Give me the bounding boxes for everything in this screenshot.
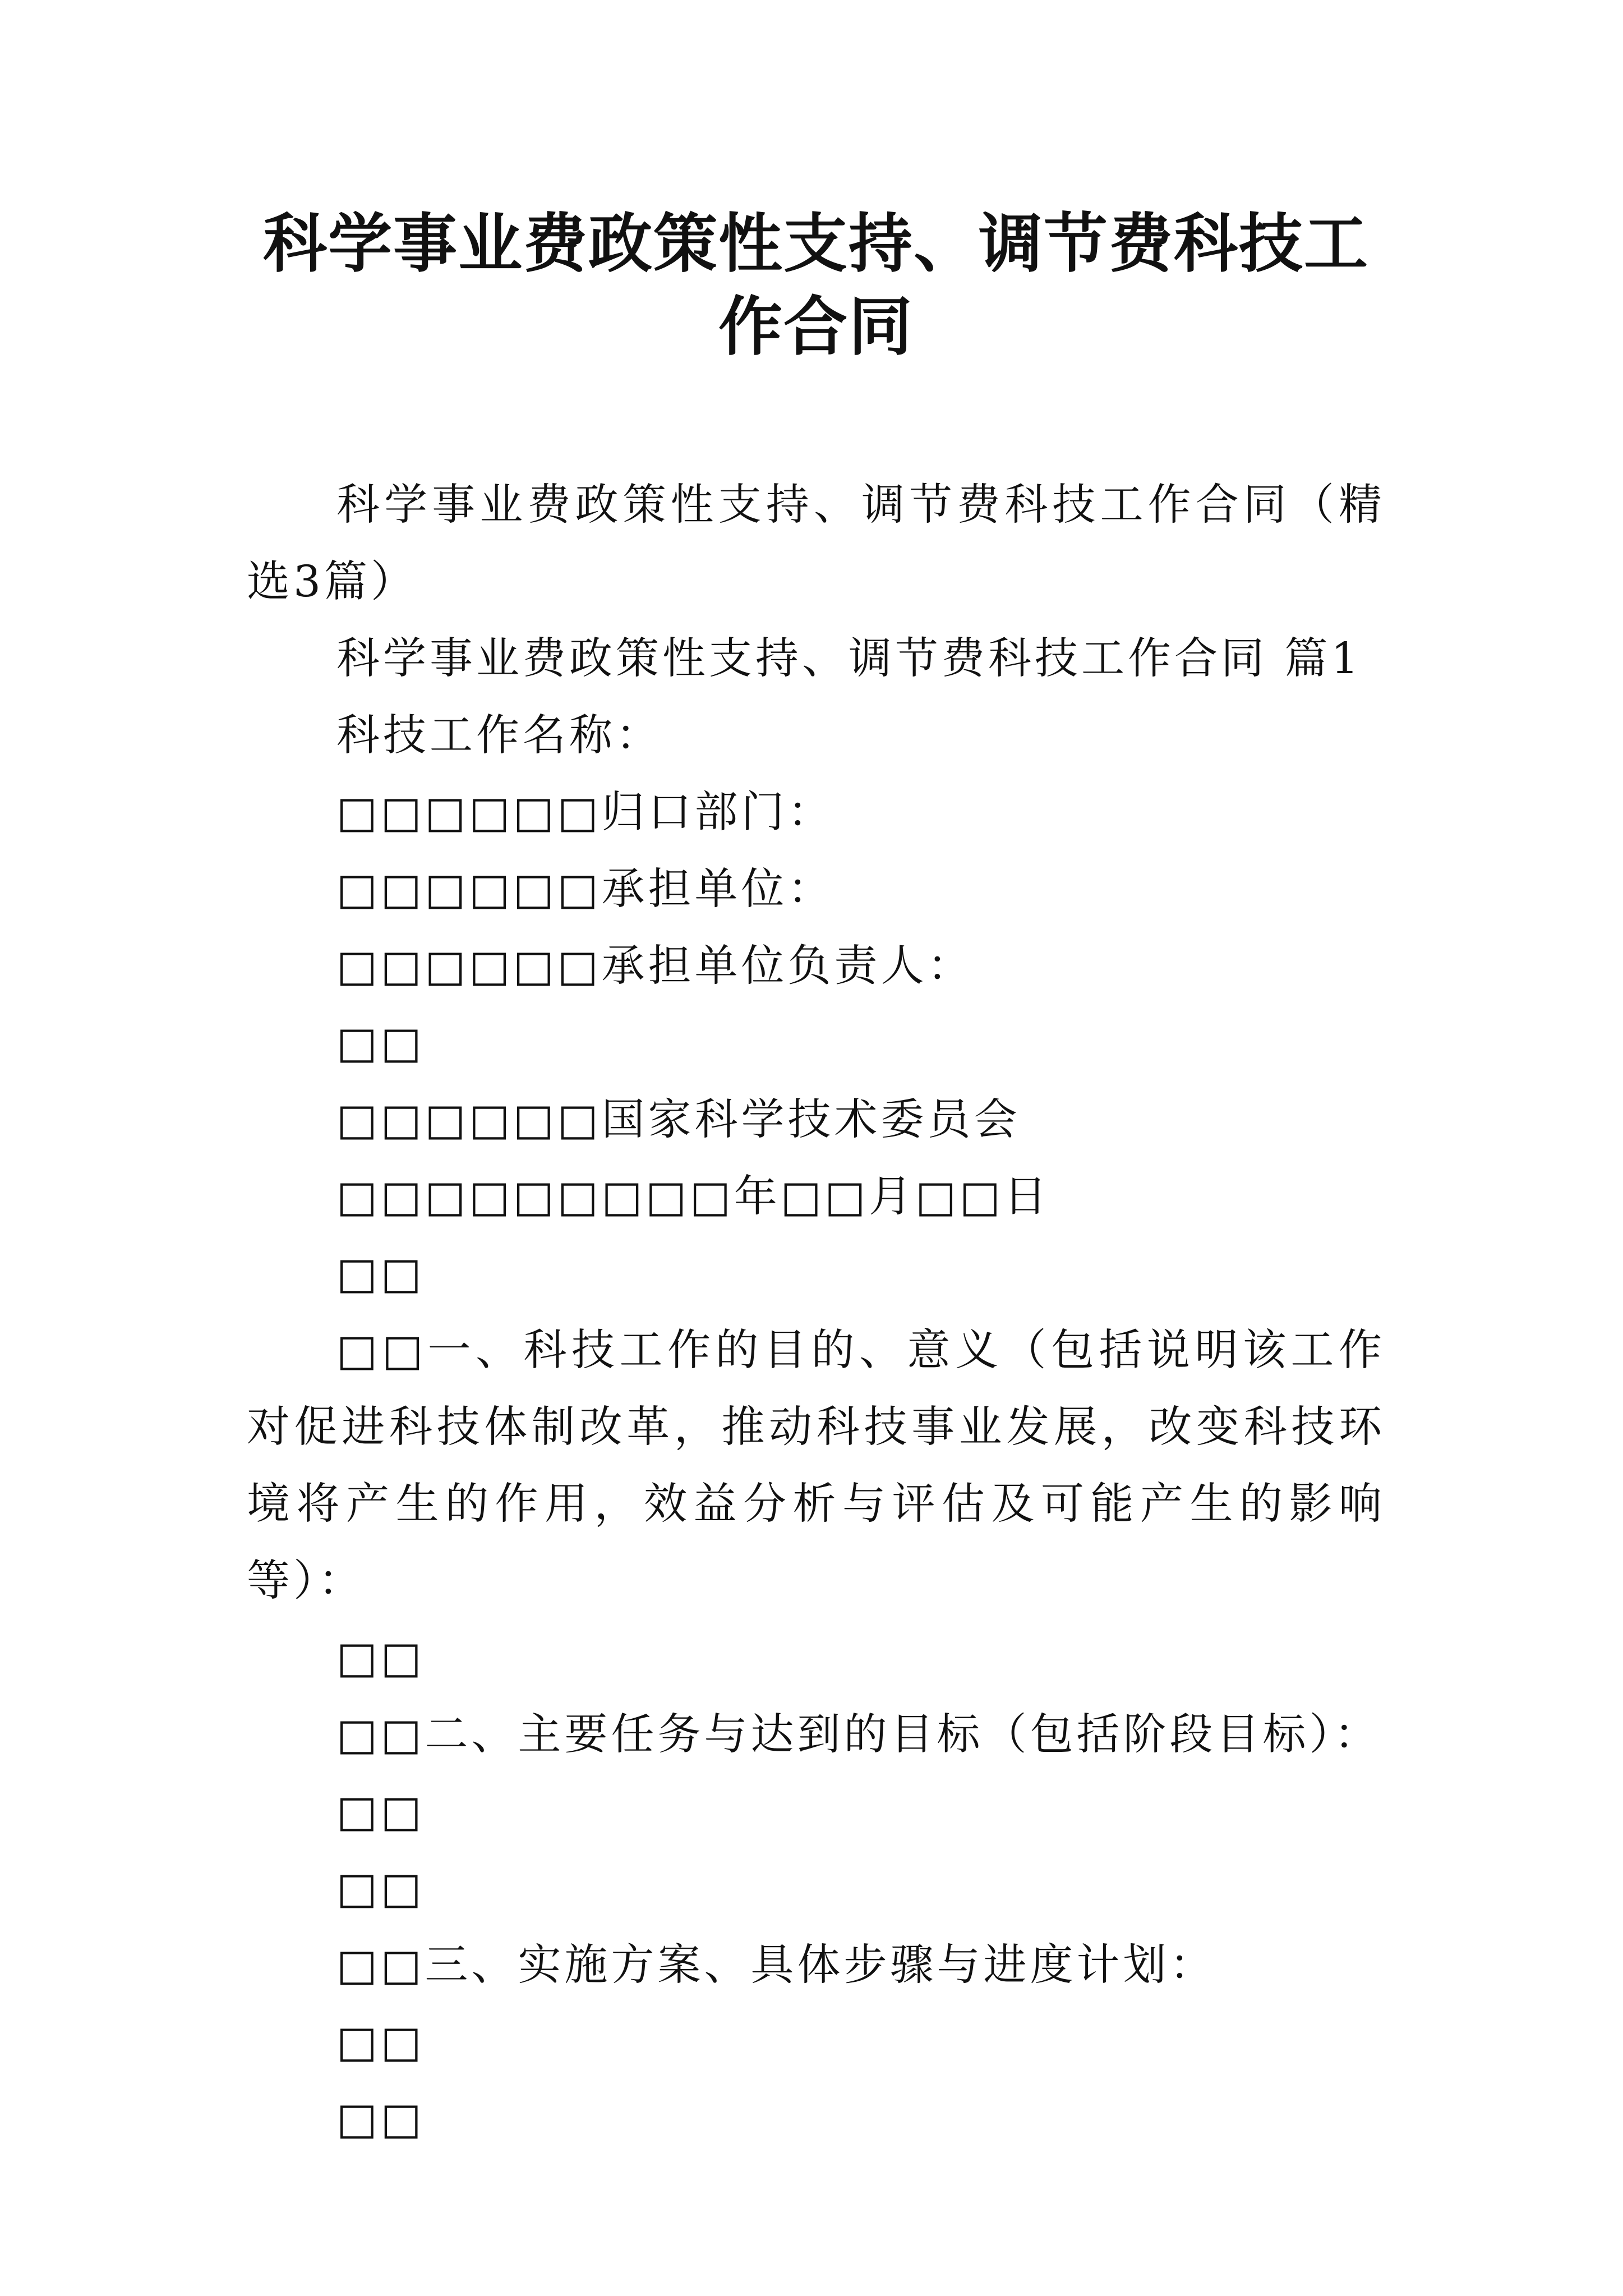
paragraph: 科技工作名称： [336, 711, 662, 761]
paragraph: □□ [336, 1787, 425, 1837]
document-body [247, 467, 1385, 2157]
paragraph: □□□□□□国家科学技术委员会 [336, 1095, 1021, 1145]
paragraph: □□ [336, 1018, 425, 1068]
paragraph: □□三、实施方案、具体步骤与进度计划： [336, 1940, 1216, 1990]
paragraph: 科学事业费政策性支持、调节费科技工作合同（精选3篇） [247, 480, 1385, 607]
paragraph: □□一、科技工作的目的、意义（包括说明该工作对促进科技体制改革，推动科技事业发展，改变科技环境将产生的作用，效益分析与评估及可能产生的影响等）： [247, 1326, 1385, 1606]
paragraph: □□ [336, 1249, 425, 1299]
paragraph: □□□□□□□□□年□□月□□日 [336, 1172, 1050, 1222]
paragraph: □□ [336, 2017, 425, 2067]
paragraph: □□ [336, 1864, 425, 1913]
paragraph: □□ [336, 2094, 425, 2144]
paragraph: □□□□□□承担单位负责人： [336, 941, 974, 991]
document-title: 科学事业费政策性支持、调节费科技工作合同 [262, 206, 1369, 364]
paragraph: □□ [336, 1633, 425, 1683]
paragraph: 科学事业费政策性支持、调节费科技工作合同 篇1 [336, 634, 1362, 684]
paragraph: □□二、主要任务与达到的目标（包括阶段目标）： [336, 1710, 1381, 1760]
paragraph: □□□□□□归口部门： [336, 788, 834, 838]
paragraph: □□□□□□承担单位： [336, 864, 834, 914]
